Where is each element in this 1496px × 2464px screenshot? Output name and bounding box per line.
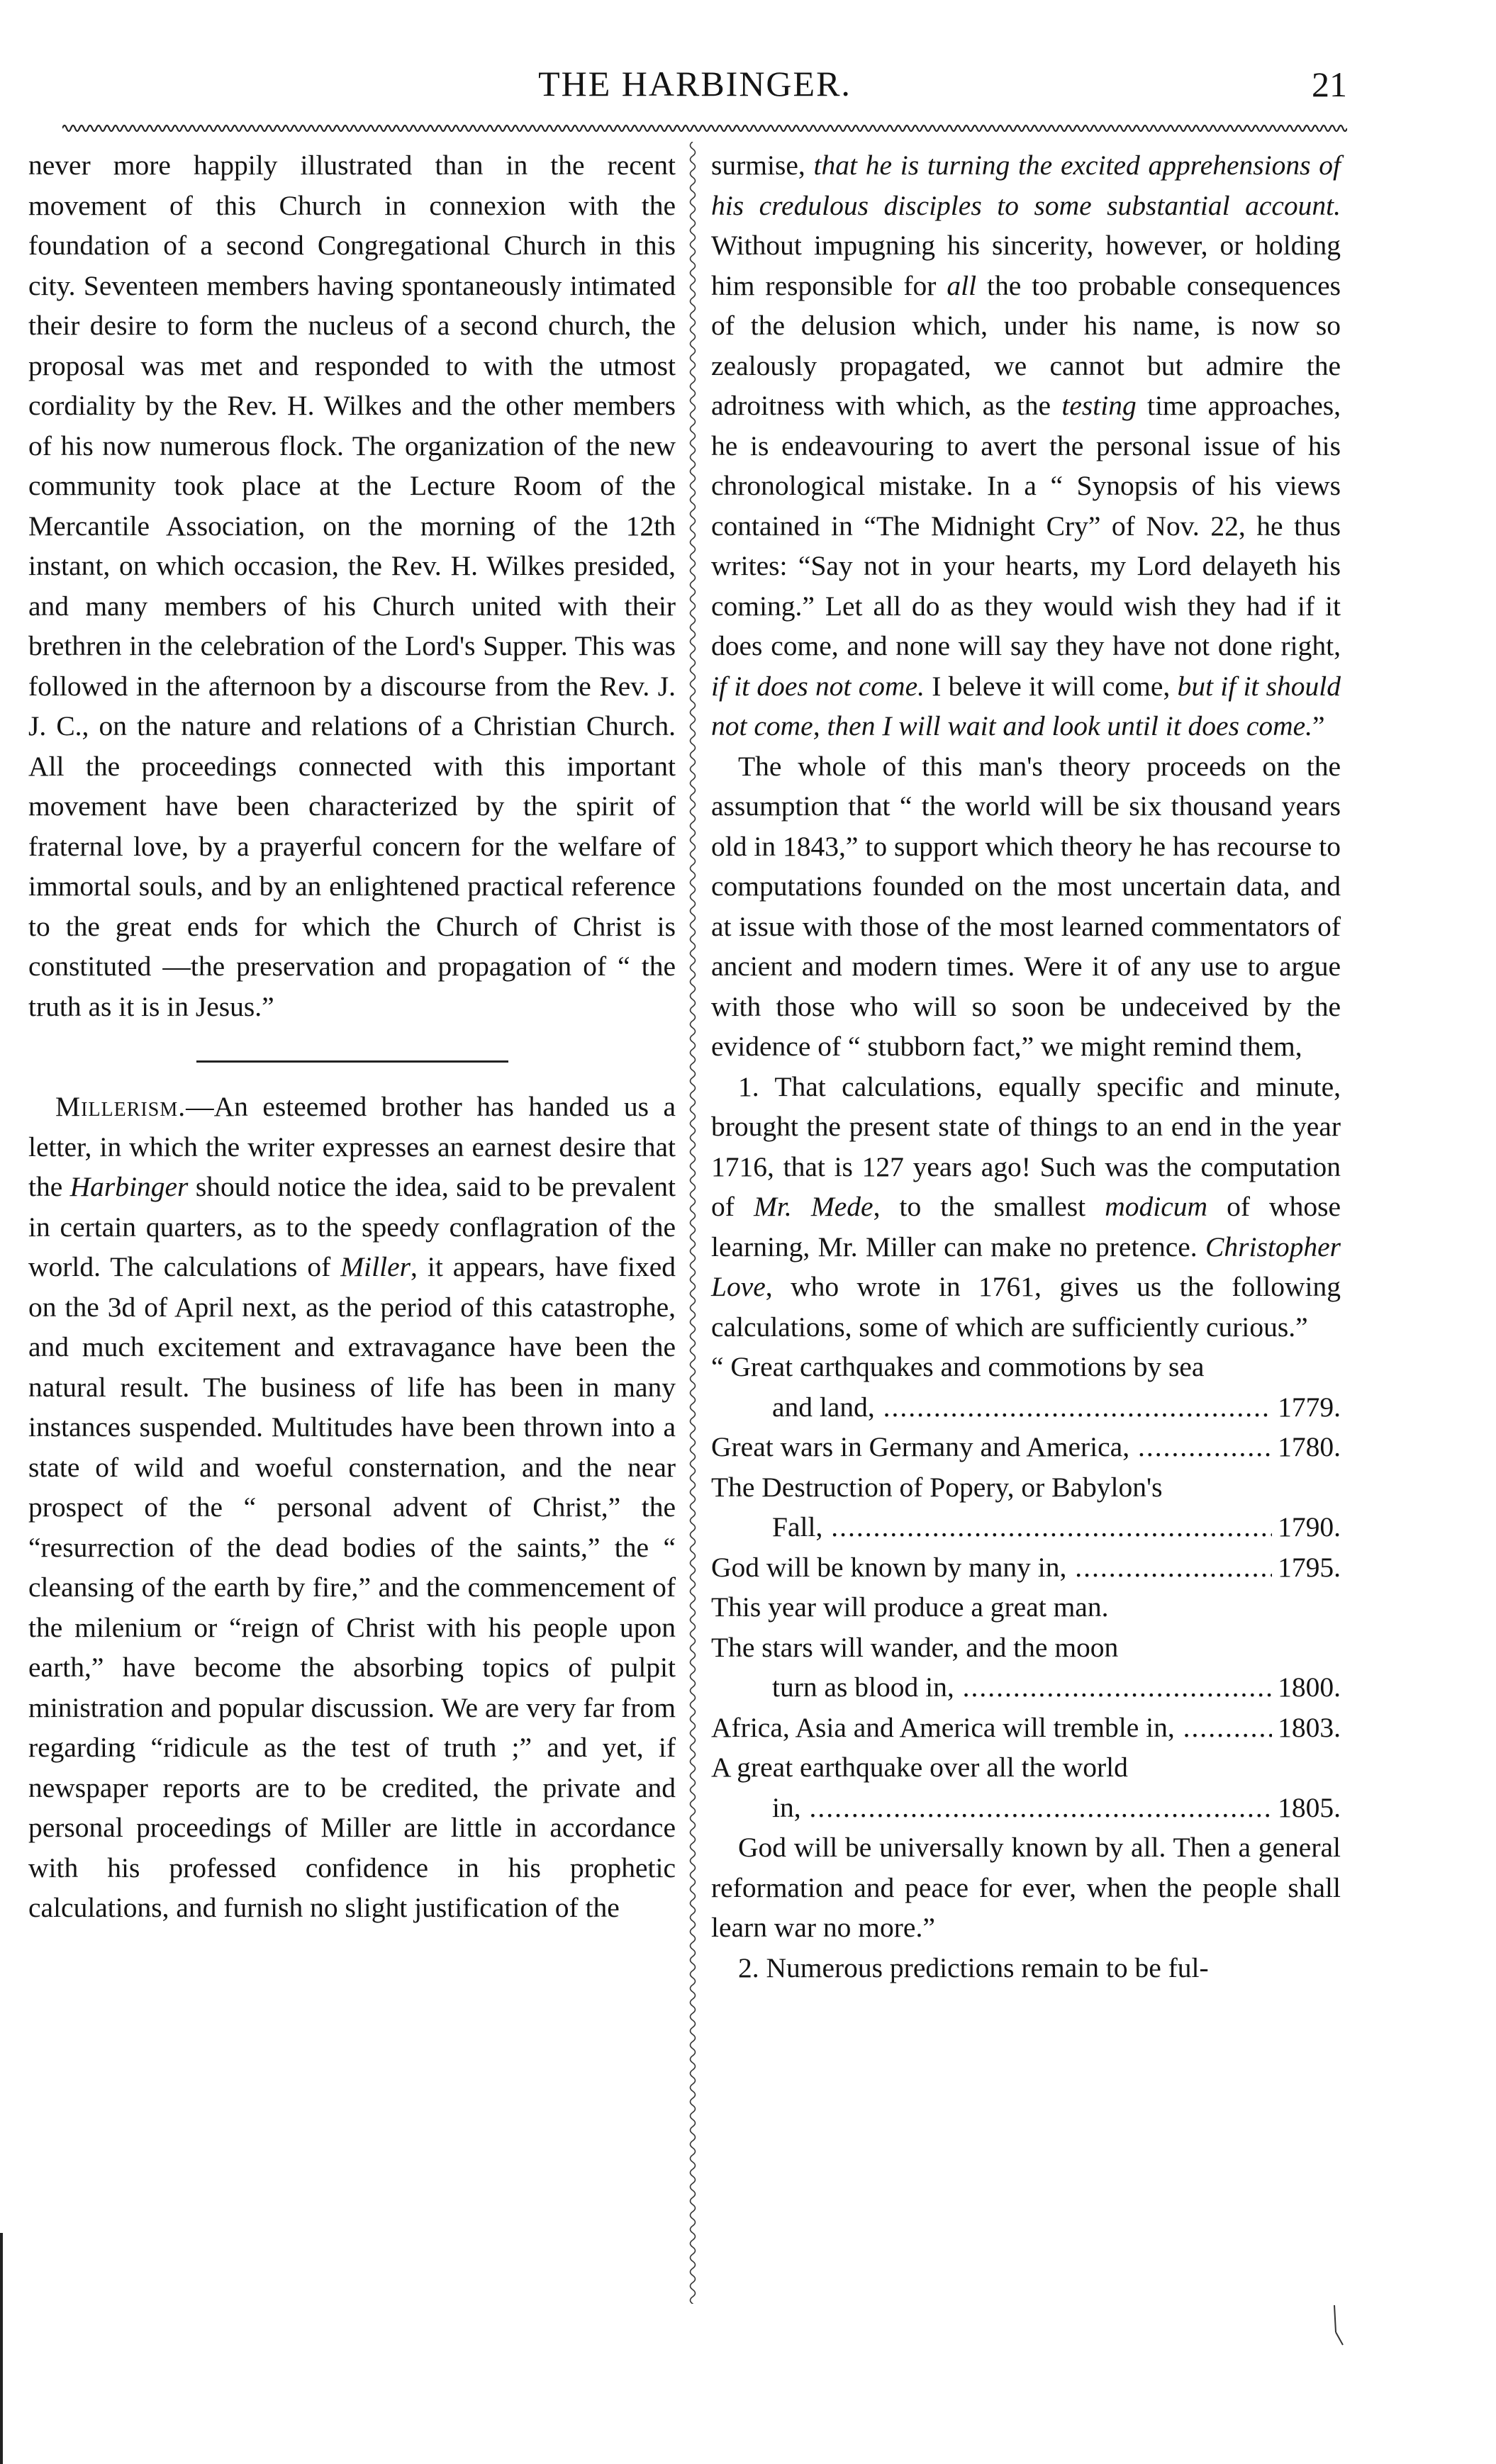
p1-f: testing — [1061, 390, 1137, 421]
prediction-year: 1795. — [1278, 1551, 1341, 1583]
millerism-text-1: —An esteemed brother has handed us a letter, in which the writer expresses an earnest desire that the — [28, 1091, 676, 1202]
p1-a: surmise, — [711, 150, 814, 181]
millerism-text-3: , it appears, have fixed on the 3d of April next, as the period of this catastrophe, and much excitement and extravagance have been the natural result. The business of life has been in many instances suspended. Multitudes have been thrown into a state of wild and woeful consternation, and the near prospect of the “ personal advent of Christ,” the “resurrection of the dead bodies of the saints,” the “ cleansing of the earth by fire,” and the commencement of the milenium or “reign of Christ with his people upon earth,” have become the absorbing topics of pulpit ministration and popular discussion. We are very far from regarding “ridicule as the test of truth ;” and yet, if newspaper reports are to be credited, the private and personal proceedings of Miller are little in accordance with his professed confidence in his prophetic calculations, and furnish no slight justification of the — [28, 1251, 676, 1923]
prediction-line: The stars will wander, and the moon — [711, 1631, 1119, 1663]
harbinger-italic: Harbinger — [69, 1171, 189, 1202]
page-header — [43, 55, 1347, 112]
left-column — [28, 145, 676, 1928]
section-divider — [196, 1060, 508, 1063]
prediction-year: 1800. — [1278, 1671, 1341, 1703]
prediction-line: “ Great carthquakes and commotions by sea — [711, 1351, 1205, 1382]
prediction-text: Fall, ..... — [772, 1507, 1272, 1547]
prediction-line: This year will produce a great man. — [711, 1591, 1109, 1623]
prediction-year: 1803. — [1278, 1711, 1341, 1743]
theory-paragraph: The whole of this man's theory proceeds on the assumption that “ the world will be six thousand years old in 1843,” to support which theory he has recourse to computations founded on the most uncertain data, and at issue with those of the most learned commentators of ancient and modern times. Were it of any use to argue with those who will so soon be undeceived by the evidence of “ stubborn fact,” we might remind them, — [711, 750, 1341, 1062]
prediction-entry — [711, 1788, 1341, 1828]
margin-tick-mark — [1333, 2304, 1344, 2346]
last-line: 2. Numerous predictions remain to be ful- — [738, 1951, 1209, 1983]
closing-paragraph: God will be universally known by all. Then a general reformation and peace for ever, when the people shall learn war no more.” — [711, 1832, 1341, 1943]
p3-g: , who wrote in 1761, gives us the following calculations, some of which are sufficiently curious.” — [711, 1271, 1341, 1343]
prediction-entry — [711, 1708, 1341, 1748]
running-title: THE HARBINGER. — [538, 64, 852, 103]
p1-j: but if it should not come, then I will wait and look until it does come. — [711, 670, 1341, 741]
prediction-line: The Destruction of Popery, or Babylon's — [711, 1471, 1163, 1503]
p3-f: Christopher Love — [711, 1231, 1341, 1302]
prediction-entry — [711, 1547, 1341, 1588]
right-column — [711, 145, 1341, 1988]
prediction-year: 1805. — [1278, 1791, 1341, 1823]
page-number: 21 — [1312, 65, 1347, 104]
p1-e: the too probable consequences of the delusion which, under his name, is now so zealously propagated, we cannot but admire the adroitness with which, as the — [711, 269, 1341, 421]
prediction-entry — [711, 1387, 1341, 1428]
p1-k: ” — [1312, 710, 1325, 741]
p1-g: time approaches, he is endeavouring to avert the personal issue of his chronological mistake. In a “ Synopsis of his views contained in “The Midnight Cry” of Nov. 22, he thus writes: “Say not in your hearts, my Lord delayeth his coming.” Let all do as they would wish they had if it does come, and none will say they have not done right, — [711, 390, 1341, 661]
miller-italic: Miller — [340, 1251, 411, 1282]
prediction-text: in, ..... — [772, 1788, 1272, 1828]
p3-b: Mr. Mede — [753, 1191, 873, 1222]
prediction-year: 1790. — [1278, 1511, 1341, 1542]
millerism-heading: Millerism. — [55, 1091, 186, 1122]
p1-d: all — [947, 269, 977, 301]
p1-c: Without impugning his sincerity, however, or holding him responsible for — [711, 230, 1341, 301]
millerism-text-2: should notice the idea, said to be prevalent in certain quarters, as to the speedy conflagration of the world. The calculations of — [28, 1171, 676, 1282]
p1-b: that he is turning the excited apprehensions of his credulous disciples to some substantial account. — [711, 150, 1341, 221]
prediction-list — [711, 1347, 1341, 1827]
p3-e: of whose learning, Mr. Miller can make no pretence. — [711, 1191, 1341, 1262]
p1-i: I beleve it will come, — [925, 670, 1178, 702]
prediction-text: Africa, Asia and America will tremble in, ..... — [711, 1708, 1272, 1748]
prediction-entry — [711, 1667, 1341, 1708]
prediction-text: Great wars in Germany and America, ..... — [711, 1427, 1272, 1467]
prediction-year: 1780. — [1278, 1431, 1341, 1462]
binding-edge-mark — [0, 2233, 3, 2464]
calculations-paragraph — [711, 1067, 1341, 1348]
p3-a: 1. That calculations, equally specific and minute, brought the present state of things to an end in the year 1716, that is 127 years ago! Such was the computation of — [711, 1070, 1341, 1222]
p1-h: if it does not come. — [711, 670, 925, 702]
surmise-paragraph — [711, 145, 1341, 746]
millerism-paragraph — [28, 1087, 676, 1928]
prediction-text: and land, ..... — [772, 1387, 1272, 1428]
prediction-line: A great earthquake over all the world — [711, 1752, 1128, 1783]
prediction-text: turn as blood in, ..... — [772, 1667, 1272, 1708]
prediction-entry — [711, 1427, 1341, 1467]
p3-d: modicum — [1105, 1191, 1207, 1222]
prediction-text: God will be known by many in, ..... — [711, 1547, 1272, 1588]
prediction-entry — [711, 1507, 1341, 1547]
p3-c: , to the smallest — [873, 1191, 1105, 1222]
prediction-year: 1779. — [1278, 1391, 1341, 1423]
wavy-header-rule — [62, 119, 1347, 138]
church-news-paragraph: never more happily illustrated than in the recent movement of this Church in connexion with the foundation of a second Congregational Church in this city. Seventeen members having spontaneously intimated their desire to form the nucleus of a second church, the proposal was met and responded to with the utmost cordiality by the Rev. H. Wilkes and the other members of his now numerous flock. The organization of the new community took place at the Lecture Room of the Mercantile Association, on the morning of the 12th instant, on which occasion, the Rev. H. Wilkes presided, and many members of his Church united with their brethren in the celebration of the Lord's Supper. This was followed in the afternoon by a discourse from the Rev. J. J. C., on the nature and relations of a Christian Church. All the proceedings connected with this important movement have been characterized by the spirit of fraternal love, by a prayerful concern for the welfare of immortal souls, and by an enlightened practical reference to the great ends for which the Church of Christ is constituted —the preservation and propagation of “ the truth as it is in Jesus.” — [28, 150, 676, 1022]
column-separator — [682, 142, 703, 2304]
